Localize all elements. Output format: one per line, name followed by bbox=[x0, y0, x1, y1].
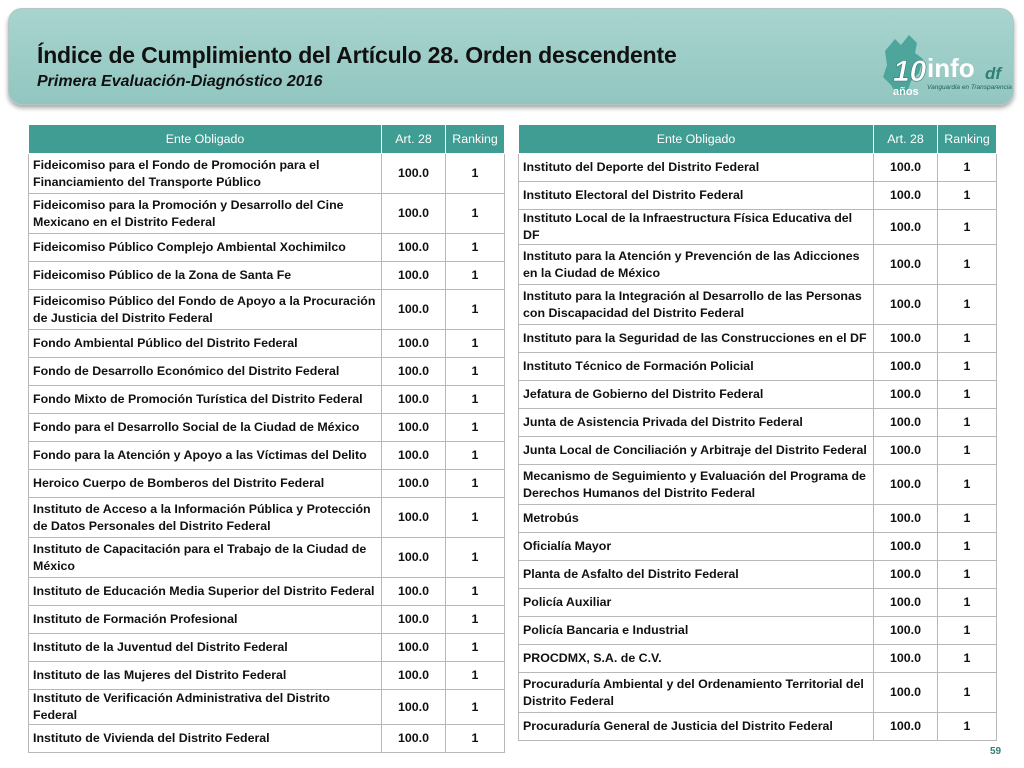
ranking-cell: 1 bbox=[938, 561, 997, 589]
art28-cell: 100.0 bbox=[874, 245, 938, 285]
table-row bbox=[29, 634, 505, 662]
table-row bbox=[519, 154, 997, 182]
ranking-cell: 1 bbox=[938, 245, 997, 285]
ranking-cell: 1 bbox=[938, 182, 997, 210]
art28-cell: 100.0 bbox=[382, 234, 446, 262]
infodf-logo bbox=[877, 29, 1017, 107]
header-banner bbox=[8, 8, 1014, 105]
art28-cell: 100.0 bbox=[382, 262, 446, 290]
column-header-art28: Art. 28 bbox=[382, 125, 446, 154]
table-row bbox=[29, 194, 505, 234]
art28-cell: 100.0 bbox=[874, 154, 938, 182]
table-row bbox=[29, 498, 505, 538]
compliance-table-left bbox=[28, 124, 505, 753]
entity-cell: Planta de Asfalto del Distrito Federal bbox=[519, 561, 874, 589]
table-row bbox=[519, 589, 997, 617]
entity-cell: Instituto de Formación Profesional bbox=[29, 606, 382, 634]
entity-cell: Instituto para la Atención y Prevención de las Adicciones en la Ciudad de México bbox=[519, 245, 874, 285]
entity-cell: Procuraduría Ambiental y del Ordenamiento Territorial del Distrito Federal bbox=[519, 673, 874, 713]
ranking-cell: 1 bbox=[446, 234, 505, 262]
table-row bbox=[519, 465, 997, 505]
ranking-cell: 1 bbox=[938, 437, 997, 465]
ranking-cell: 1 bbox=[446, 262, 505, 290]
table-row bbox=[519, 285, 997, 325]
ranking-cell: 1 bbox=[446, 386, 505, 414]
entity-cell: Fideicomiso Público del Fondo de Apoyo a la Procuración de Justicia del Distrito Federal bbox=[29, 290, 382, 330]
ranking-cell: 1 bbox=[938, 154, 997, 182]
art28-cell: 100.0 bbox=[382, 606, 446, 634]
art28-cell: 100.0 bbox=[382, 498, 446, 538]
entity-cell: Policía Auxiliar bbox=[519, 589, 874, 617]
entity-cell: Fideicomiso para el Fondo de Promoción para el Financiamiento del Transporte Público bbox=[29, 154, 382, 194]
art28-cell: 100.0 bbox=[382, 358, 446, 386]
ranking-cell: 1 bbox=[938, 210, 997, 245]
entity-cell: Fondo Ambiental Público del Distrito Federal bbox=[29, 330, 382, 358]
art28-cell: 100.0 bbox=[382, 470, 446, 498]
page-title: Índice de Cumplimiento del Artículo 28. Orden descendente bbox=[37, 42, 677, 68]
art28-cell: 100.0 bbox=[874, 210, 938, 245]
ranking-cell: 1 bbox=[938, 533, 997, 561]
ranking-cell: 1 bbox=[446, 662, 505, 690]
ranking-cell: 1 bbox=[446, 690, 505, 725]
art28-cell: 100.0 bbox=[874, 285, 938, 325]
entity-cell: Junta Local de Conciliación y Arbitraje del Distrito Federal bbox=[519, 437, 874, 465]
table-row bbox=[519, 210, 997, 245]
table-row bbox=[519, 182, 997, 210]
column-header-ranking: Ranking bbox=[446, 125, 505, 154]
ranking-cell: 1 bbox=[446, 442, 505, 470]
entity-cell: Instituto Técnico de Formación Policial bbox=[519, 353, 874, 381]
table-row bbox=[519, 673, 997, 713]
entity-cell: Instituto de Verificación Administrativa del Distrito Federal bbox=[29, 690, 382, 725]
art28-cell: 100.0 bbox=[382, 690, 446, 725]
ranking-cell: 1 bbox=[446, 578, 505, 606]
entity-cell: Instituto de la Juventud del Distrito Federal bbox=[29, 634, 382, 662]
art28-cell: 100.0 bbox=[874, 353, 938, 381]
art28-cell: 100.0 bbox=[382, 725, 446, 753]
table-row bbox=[519, 561, 997, 589]
art28-cell: 100.0 bbox=[382, 154, 446, 194]
entity-cell: Fondo para el Desarrollo Social de la Ciudad de México bbox=[29, 414, 382, 442]
art28-cell: 100.0 bbox=[382, 538, 446, 578]
art28-cell: 100.0 bbox=[382, 330, 446, 358]
art28-cell: 100.0 bbox=[382, 662, 446, 690]
art28-cell: 100.0 bbox=[382, 442, 446, 470]
entity-cell: Instituto de Acceso a la Información Pública y Protección de Datos Personales del Distrito Federal bbox=[29, 498, 382, 538]
art28-cell: 100.0 bbox=[874, 589, 938, 617]
table-row bbox=[519, 645, 997, 673]
column-header-art28: Art. 28 bbox=[874, 125, 938, 154]
column-header-entity: Ente Obligado bbox=[519, 125, 874, 154]
entity-cell: Fideicomiso para la Promoción y Desarrollo del Cine Mexicano en el Distrito Federal bbox=[29, 194, 382, 234]
ranking-cell: 1 bbox=[446, 538, 505, 578]
ranking-cell: 1 bbox=[938, 381, 997, 409]
table-row bbox=[29, 690, 505, 725]
table-row bbox=[519, 353, 997, 381]
ranking-cell: 1 bbox=[938, 673, 997, 713]
entity-cell: Instituto de Educación Media Superior del Distrito Federal bbox=[29, 578, 382, 606]
entity-cell: Junta de Asistencia Privada del Distrito Federal bbox=[519, 409, 874, 437]
table-row bbox=[519, 245, 997, 285]
art28-cell: 100.0 bbox=[382, 386, 446, 414]
column-header-ranking: Ranking bbox=[938, 125, 997, 154]
ranking-cell: 1 bbox=[938, 409, 997, 437]
table-row bbox=[29, 725, 505, 753]
ranking-cell: 1 bbox=[446, 194, 505, 234]
ranking-cell: 1 bbox=[446, 634, 505, 662]
entity-cell: Fideicomiso Público Complejo Ambiental Xochimilco bbox=[29, 234, 382, 262]
art28-cell: 100.0 bbox=[874, 465, 938, 505]
entity-cell: Oficialía Mayor bbox=[519, 533, 874, 561]
table-row bbox=[519, 713, 997, 741]
entity-cell: Heroico Cuerpo de Bomberos del Distrito Federal bbox=[29, 470, 382, 498]
column-header-entity: Ente Obligado bbox=[29, 125, 382, 154]
ranking-cell: 1 bbox=[938, 353, 997, 381]
art28-cell: 100.0 bbox=[382, 414, 446, 442]
table-row bbox=[29, 414, 505, 442]
ranking-cell: 1 bbox=[938, 505, 997, 533]
page-subtitle: Primera Evaluación-Diagnóstico 2016 bbox=[37, 73, 323, 90]
art28-cell: 100.0 bbox=[874, 533, 938, 561]
art28-cell: 100.0 bbox=[874, 673, 938, 713]
table-row bbox=[29, 262, 505, 290]
table-row bbox=[29, 330, 505, 358]
compliance-table-right bbox=[518, 124, 997, 741]
table-row bbox=[519, 533, 997, 561]
art28-cell: 100.0 bbox=[382, 290, 446, 330]
table-row bbox=[29, 442, 505, 470]
table-row bbox=[519, 409, 997, 437]
logo-years: años bbox=[893, 86, 919, 98]
table-row bbox=[519, 325, 997, 353]
logo-brand-suffix: df bbox=[985, 64, 1002, 83]
entity-cell: Instituto de Vivienda del Distrito Federal bbox=[29, 725, 382, 753]
logo-brand: info bbox=[927, 53, 975, 83]
ranking-cell: 1 bbox=[446, 290, 505, 330]
art28-cell: 100.0 bbox=[382, 194, 446, 234]
entity-cell: Fondo Mixto de Promoción Turística del Distrito Federal bbox=[29, 386, 382, 414]
table-row bbox=[29, 606, 505, 634]
entity-cell: Instituto para la Seguridad de las Construcciones en el DF bbox=[519, 325, 874, 353]
table-row bbox=[29, 234, 505, 262]
art28-cell: 100.0 bbox=[382, 578, 446, 606]
entity-cell: Jefatura de Gobierno del Distrito Federal bbox=[519, 381, 874, 409]
art28-cell: 100.0 bbox=[382, 634, 446, 662]
entity-cell: Mecanismo de Seguimiento y Evaluación del Programa de Derechos Humanos del Distrito Federal bbox=[519, 465, 874, 505]
table-row bbox=[519, 505, 997, 533]
ranking-cell: 1 bbox=[938, 589, 997, 617]
art28-cell: 100.0 bbox=[874, 325, 938, 353]
ranking-cell: 1 bbox=[938, 285, 997, 325]
entity-cell: Procuraduría General de Justicia del Distrito Federal bbox=[519, 713, 874, 741]
ranking-cell: 1 bbox=[446, 330, 505, 358]
ranking-cell: 1 bbox=[446, 414, 505, 442]
table-row bbox=[29, 154, 505, 194]
entity-cell: Instituto de Capacitación para el Trabajo de la Ciudad de México bbox=[29, 538, 382, 578]
entity-cell: PROCDMX, S.A. de C.V. bbox=[519, 645, 874, 673]
ranking-cell: 1 bbox=[446, 725, 505, 753]
ranking-cell: 1 bbox=[446, 154, 505, 194]
ranking-cell: 1 bbox=[446, 358, 505, 386]
logo-tagline: Vanguardia en Transparencia bbox=[927, 84, 1012, 91]
entity-cell: Policía Bancaria e Industrial bbox=[519, 617, 874, 645]
art28-cell: 100.0 bbox=[874, 617, 938, 645]
entity-cell: Instituto Local de la Infraestructura Física Educativa del DF bbox=[519, 210, 874, 245]
ranking-cell: 1 bbox=[938, 713, 997, 741]
table-row bbox=[29, 386, 505, 414]
entity-cell: Fondo de Desarrollo Económico del Distrito Federal bbox=[29, 358, 382, 386]
table-row bbox=[29, 358, 505, 386]
table-row bbox=[29, 470, 505, 498]
art28-cell: 100.0 bbox=[874, 561, 938, 589]
art28-cell: 100.0 bbox=[874, 713, 938, 741]
art28-cell: 100.0 bbox=[874, 381, 938, 409]
art28-cell: 100.0 bbox=[874, 645, 938, 673]
table-row bbox=[29, 538, 505, 578]
table-row bbox=[519, 381, 997, 409]
art28-cell: 100.0 bbox=[874, 437, 938, 465]
table-row bbox=[519, 617, 997, 645]
ranking-cell: 1 bbox=[446, 470, 505, 498]
entity-cell: Fideicomiso Público de la Zona de Santa Fe bbox=[29, 262, 382, 290]
entity-cell: Instituto de las Mujeres del Distrito Federal bbox=[29, 662, 382, 690]
entity-cell: Instituto Electoral del Distrito Federal bbox=[519, 182, 874, 210]
ranking-cell: 1 bbox=[938, 645, 997, 673]
ranking-cell: 1 bbox=[938, 617, 997, 645]
ranking-cell: 1 bbox=[446, 606, 505, 634]
table-row bbox=[29, 662, 505, 690]
logo-number: 10 bbox=[893, 55, 927, 88]
entity-cell: Instituto para la Integración al Desarrollo de las Personas con Discapacidad del Distrito Federal bbox=[519, 285, 874, 325]
table-row bbox=[29, 290, 505, 330]
table-row bbox=[519, 437, 997, 465]
page-number: 59 bbox=[990, 746, 1002, 757]
entity-cell: Fondo para la Atención y Apoyo a las Víctimas del Delito bbox=[29, 442, 382, 470]
entity-cell: Instituto del Deporte del Distrito Federal bbox=[519, 154, 874, 182]
art28-cell: 100.0 bbox=[874, 182, 938, 210]
ranking-cell: 1 bbox=[938, 465, 997, 505]
art28-cell: 100.0 bbox=[874, 505, 938, 533]
ranking-cell: 1 bbox=[938, 325, 997, 353]
art28-cell: 100.0 bbox=[874, 409, 938, 437]
ranking-cell: 1 bbox=[446, 498, 505, 538]
table-row bbox=[29, 578, 505, 606]
entity-cell: Metrobús bbox=[519, 505, 874, 533]
